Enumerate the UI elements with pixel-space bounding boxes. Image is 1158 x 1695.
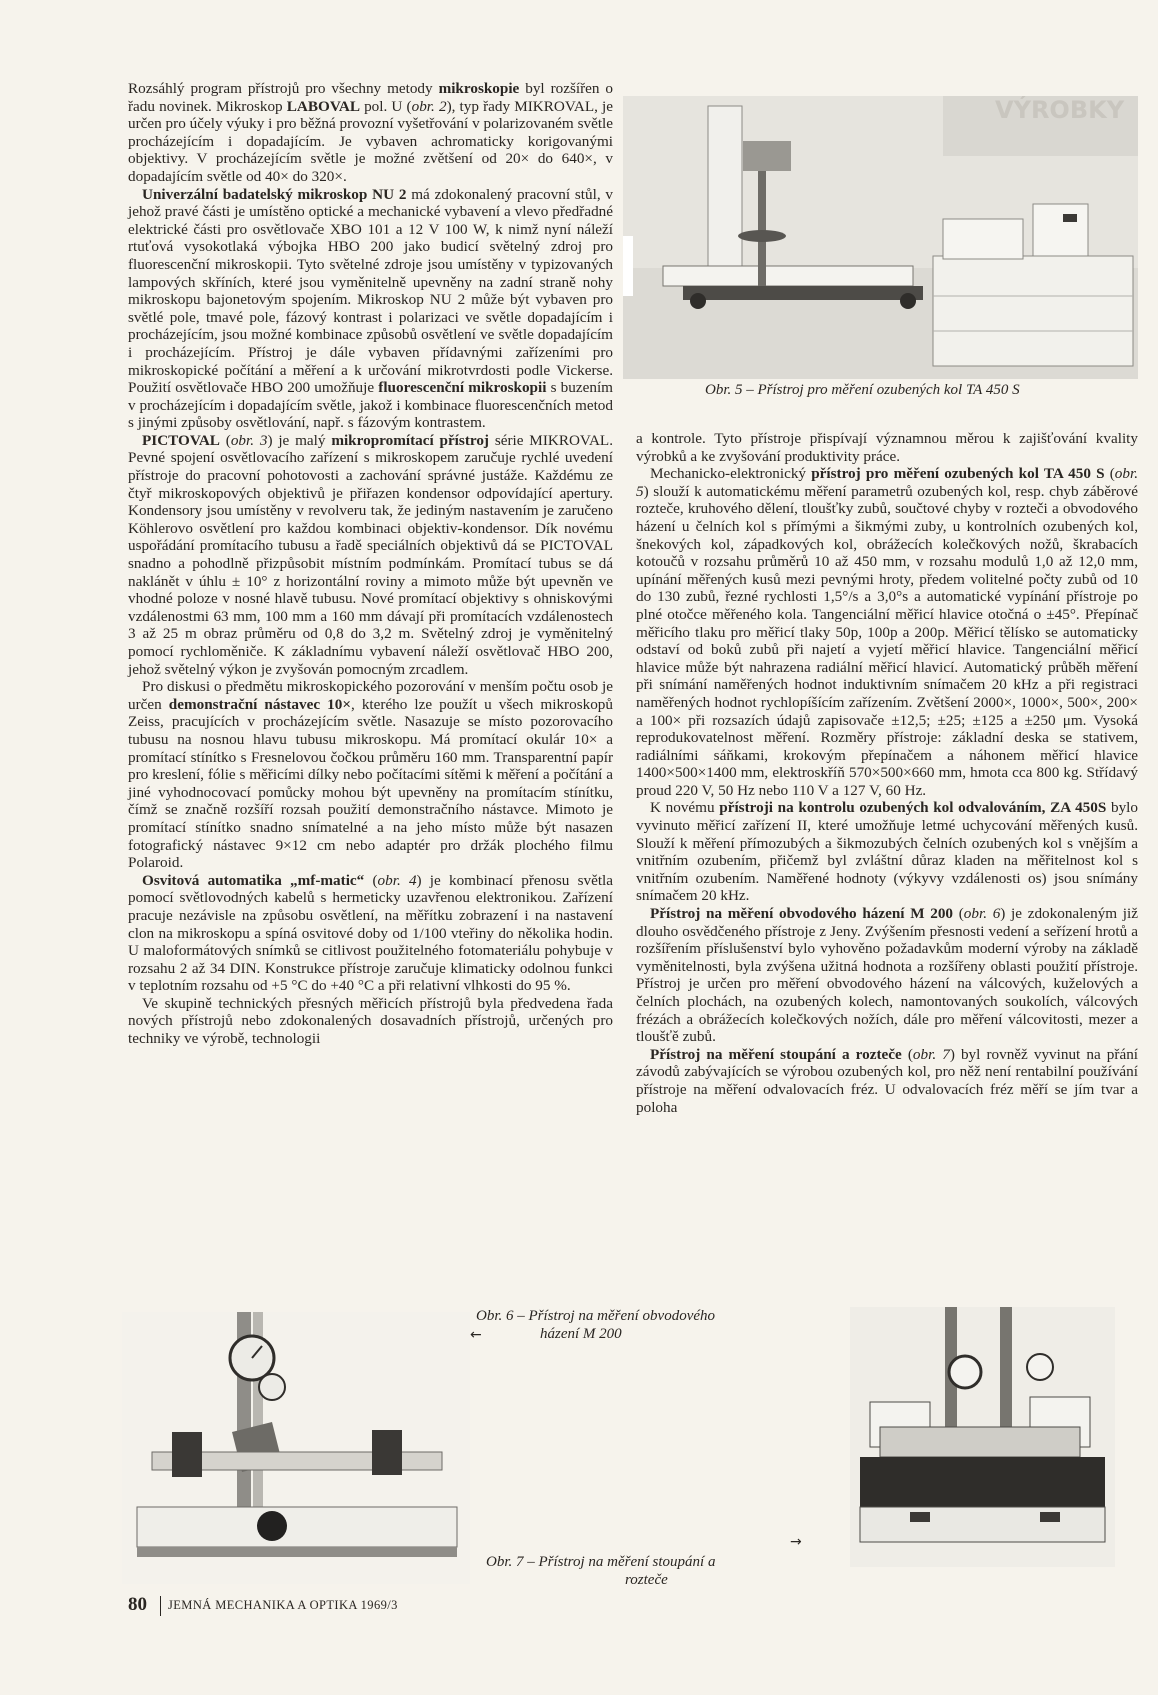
page-number: 80: [128, 1594, 147, 1615]
paragraph: Přístroj na měření obvodového házení M 200 (obr. 6) je zdokonaleným již dlouho osvědčeného přístroje z Jeny. Zvýšením přesnosti vedení a seřízení hrotů a rozšířením příslušenství bylo vyhověno požadavkům moderní výroby na základě vyměnitelnosti, byla zvýšena užitná hodnota a rozšířeny oblasti použití přístroje. Přístroj je určen pro měření obvodového házení na válcových, kuželových a čelních plochách, na ozubených kolech, namontovaných soukolích, válcových frézách a obrážecích kolečkových nožích, dále pro měření válcovitosti, mezer a tloušťě zubů.: [636, 905, 1138, 1046]
paragraph: Univerzální badatelský mikroskop NU 2 má zdokonalený pracovní stůl, v jehož pravé části je umístěno optické a mechanické vybavení a vlevo předřadné elektrické části pro osvětlovače XBO 101 a 12 V 100 W, k nimž nyní náleží rtuťová vysokotlaká výbojka HBO 200 jako budicí světelný zdroj pro fluorescenční mikroskopii. Tyto světelné zdroje jsou umístěny v typizovaných lampových skříních, které jsou vyměnitelně upevněny na zadní straně nohy mikroskopu bajonetovým spojením. Mikroskop NU 2 může být vybaven pro světlé pole, tmavé pole, fázový kontrast i polarizaci ve světle dopadajícím i procházejícím, jsou možné kombinace způsobů osvětlení ve světle dopadajícím i procházejícím. Přístroj je dále vybaven přídavnými zařízeními pro mikroskopické počítání a měření a k určování mikrotvrdosti podle Vickerse. Použití osvětlovače HBO 200 umožňuje fluorescenční mikroskopii s buzením v procházejícím i dopadajícím světle, jakož i kombinace fluorescenčních metod s jinými způsoby osvětlování, např. s fázovým kontrastem.: [128, 185, 613, 432]
arrow-right-icon: →: [790, 1534, 802, 1550]
paragraph: Pro diskusi o předmětu mikroskopického pozorování v menším počtu osob je určen demonstrační nástavec 10×, kterého lze použít u všech mikroskopů Zeiss, pracujících v procházejícím světle. Nasazuje se místo pozorovacího tubusu na nosnou hlavu tubusu mikroskopu. Má promítací okulár 10× a promítací stínítko s Fresnelovou čočkou průměru 160 mm. Transparentní papír pro kreslení, fólie s měřicími dílky nebo počítacími sítěmi k měření a počítání a jiné vyhodnocovací pomůcky mohou být upevněny na promítacím stínítku, čímž se značně rozšíří rozsah použití demonstračního nástavce. Mimoto je promítací stínítko snadno snímatelné a na jeho místo může být nasazen fotografický nástavec 9×12 cm nebo adaptér pro držák plochého filmu Polaroid.: [128, 678, 613, 872]
paragraph: PICTOVAL (obr. 3) je malý mikropromítací přístroj série MIKROVAL. Pevné spojení osvětlovacího zařízení s mikroskopem zaručuje rychlé uvedení přístroje do pracovní pohotovosti a zachování správné justáže. Každému ze čtyř mikroskopových objektivů je přiřazen kondensor odpovídající apertury. Kondensory jsou umístěny v revolveru tak, že jediným nastavením je zaručeno Köhlerovo osvětlení pro každou kombinaci objektiv-kondensor. Dík novému uspořádání promítacího tubusu a řadě speciálních objektivů dá se PICTOVAL snadno a pohodlně přizpůsobit místním podmínkám. Promítací tubus se dá naklánět v úhlu ± 10° z horizontální roviny a mimoto může být upevněn ve vhodné poloze v nosné hlavě tubusu. Nové promítací objektivy s ohniskovými vzdálenostmi 63 mm, 100 mm a 160 mm dávají při promítacích vzdálenostech 3 až 25 m obraz průměru od 0,8 do 3,2 m. Světelný zdroj je vyměnitelný pomocí rychloměniče. K základnímu vybavení náleží osvětlovač HBO 200, jehož světelný výkon je zvyšován pomocným zrcadlem.: [128, 431, 613, 678]
pitch-instrument-image: [850, 1307, 1115, 1567]
paragraph: Mechanicko-elektronický přístroj pro měření ozubených kol TA 450 S (obr. 5) slouží k automatickému měření parametrů ozubených kol, resp. chyb záběrové rozteče, kruhového dělení, tloušťky zubů, součtové chyby v rozteči a obvodového házení u čelních kol s přímými a šikmými zuby, u kontrolních ozubených kol, šnekových kol, západkových kol, obrážecích kolečkových nožů, škrabacích kotoučů v rozsahu průměrů 10 až 450 mm, v rozsahu modulů 1,0 až 12,0 mm, upínání měřených kusů mezi pevnými hroty, předem volitelné počty zubů od 10 do 130 zubů, řezné rychlosti 1,5°/s a 3,0°s a automatické vypínání přístroje po plné otočce měřeného kola. Tangenciální měřicí hlavice otočná o ±45°. Přepínač měřicího tlaku pro měřicí tlaky 50p, 100p a 200p. Měřicí tělísko se automaticky odstaví od boků zubů při najetí a vyjetí měřicí hlavice. Tangenciální měřicí hlavice může být nahrazena radiální měřicí hlavicí. Automatický průběh měření při snímání naměřených hodnot induktivním snímačem 20 kHz a při registraci naměřených hodnot rychlopíšícím zařízením. Zvětšení 2000×, 1000×, 500×, 200× a 100× při rozsazích údajů zapisovače ±12,5; ±25; ±125 a ±250 μm. Vysoká reprodukovatelnost měření. Rozměry přístroje: základní deska se stativem, radiálními sáňkami, krokovým přepínačem a náhonem měřicí hlavice 1400×500×1400 mm, elektroskříň 570×500×660 mm, hmota cca 800 kg. Střídavý proud 220 V, 50 Hz nebo 110 V a 127 V, 60 Hz.: [636, 465, 1139, 799]
arrow-left-icon: ←: [470, 1327, 482, 1343]
runout-instrument-image: [122, 1312, 470, 1584]
figure-5-caption: Obr. 5 – Přístroj pro měření ozubených kol TA 450 S: [705, 382, 1020, 398]
paragraph: K novému přístroji na kontrolu ozubených kol odvalováním, ZA 450S bylo vyvinuto měřicí zařízení II, které umožňuje letmé uchycování měřených kusů. Slouží k měření přímozubých a šikmozubých čelních ozubených kol s vnějším a vnitřním ozubením, přičemž byl zvláštní důraz kladen na měřitelnost kol s vnitřním ozubením. Naměřené hodnoty (výkyvy vzdálenosti os) jsou snímány snímačem 20 kHz.: [636, 799, 1138, 905]
footer-divider: [160, 1596, 161, 1616]
figure-6-caption-line-1: Obr. 6 – Přístroj na měření obvodového: [476, 1308, 716, 1324]
figure-7-caption-line-2: rozteče: [625, 1572, 668, 1588]
paragraph: Ve skupině technických přesných měřicích přístrojů byla předvedena řada nových přístrojů nebo zdokonalených dosavadních přístrojů, určených pro techniky ve výrobě, technologii: [128, 994, 613, 1048]
journal-title: JEMNÁ MECHANIKA A OPTIKA 1969/3: [168, 1598, 398, 1612]
paragraph: Osvitová automatika „mf-matic“ (obr. 4) je kombinací přenosu světla pomocí světlovodných kabelů s hermeticky uzavřenou elektronikou. Zařízení pracuje nezávisle na způsobu osvětlení, na měřítku zobrazení i na nastavení clon na mikroskopu a spíná osvitové doby od 1/100 vteřiny do několika hodin. U maloformátových snímků se citlivost použitelného fotomateriálu pohybuje v rozsahu 2 až 34 DIN. Konstrukce přístroje zaručuje klimaticky odolnou funkci v teplotním rozsahu od +5 °C do +40 °C a při relativní vlhkosti do 95 %.: [128, 871, 613, 995]
figure-6-caption-line-2: házení M 200: [540, 1326, 622, 1342]
figure-7-photo: [850, 1307, 1115, 1567]
figure-6-photo: [122, 1312, 470, 1584]
paragraph: Přístroj na měření stoupání a rozteče (obr. 7) byl rovněž vyvinut na přání závodů zabývajících se výrobou ozubených kol, pro něž není rentabilní používání přístroje na měření odvalovacích fréz. U odvalovacích fréz měří se jím tvar a poloha: [636, 1045, 1139, 1116]
paragraph: a kontrole. Tyto přístroje přispívají významnou měrou k zajišťování kvality výrobků a ke zvyšování produktivity práce.: [636, 430, 1138, 465]
right-text-column: [636, 430, 1138, 1116]
background-sign-text: VÝROBKY: [995, 96, 1125, 124]
figure-7-caption-line-1: Obr. 7 – Přístroj na měření stoupání a: [486, 1554, 716, 1570]
paragraph: Rozsáhlý program přístrojů pro všechny metody mikroskopie byl rozšířen o řadu novinek. Mikroskop LABOVAL pol. U (obr. 2), typ řady MIKROVAL, je určen pro účely výuky i pro běžná provozní vyšetřování v polarizovaném světle procházejícím i dopadajícím. Je vybaven achromaticky korigovanými objektivy. V procházejícím světle je možné zvětšení od 20× do 640×, v dopadajícím světle od 40× do 320×.: [128, 80, 614, 185]
figure-5-photo: [623, 96, 1138, 379]
gear-measuring-instrument-image: [623, 96, 1138, 379]
left-text-column: [128, 80, 613, 1048]
